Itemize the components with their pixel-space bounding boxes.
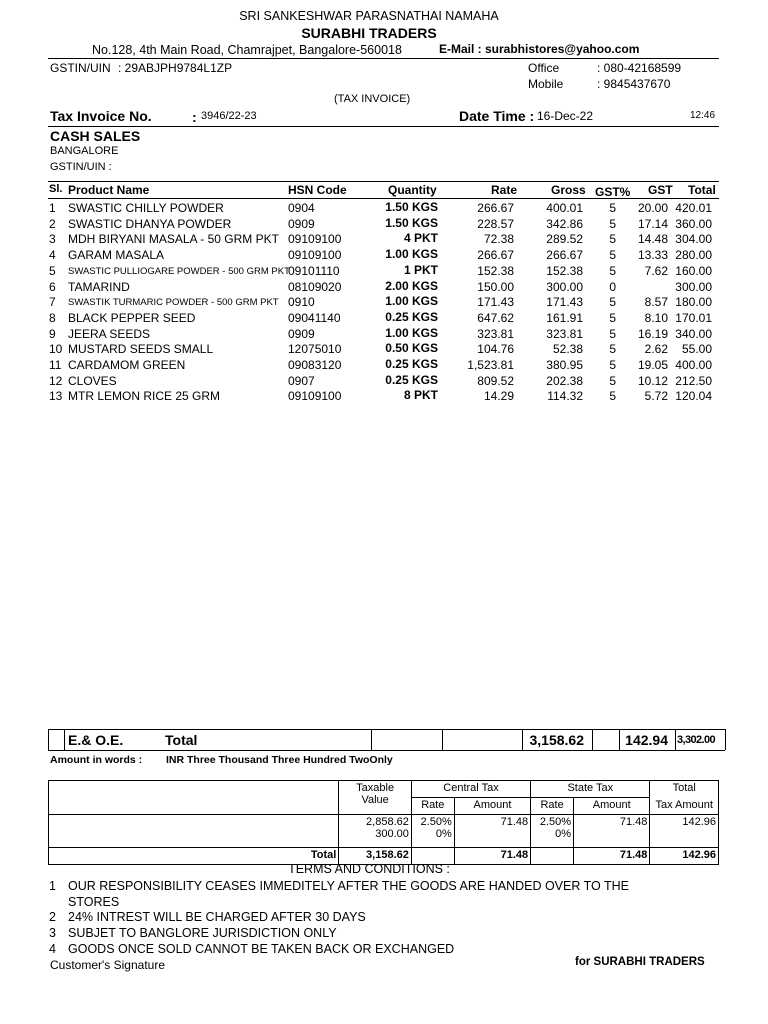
customer-name: CASH SALES [50, 128, 141, 144]
item-hsn: 0909 [288, 216, 315, 231]
item-total: 170.01 [675, 310, 712, 325]
taxable-value-2: 300.00 [375, 828, 409, 840]
gstin-value: : 29ABJPH9784L1ZP [118, 61, 233, 75]
item-gross: 152.38 [546, 263, 583, 278]
total-header: Total [650, 781, 719, 798]
item-rate: 809.52 [477, 373, 514, 388]
item-sl: 6 [49, 279, 56, 294]
item-name: SWASTIC DHANYA POWDER [68, 216, 232, 231]
item-gst-percent: 5 [609, 201, 616, 215]
item-rate: 72.38 [483, 232, 514, 247]
item-total: 180.00 [675, 295, 712, 310]
item-hsn: 09109100 [288, 389, 342, 404]
item-qty: 2.00 KGS [385, 278, 438, 293]
invoice-no: 3946/22-23 [201, 110, 257, 122]
item-hsn: 0904 [288, 201, 315, 215]
item-sl: 4 [49, 248, 56, 263]
item-gst: 17.14 [637, 216, 668, 231]
item-qty: 1 PKT [403, 262, 438, 277]
totals-divider [592, 729, 593, 750]
office-label: Office [528, 61, 560, 75]
item-sl: 9 [49, 326, 56, 341]
item-total: 304.00 [675, 232, 712, 247]
table-header [0, 183, 768, 199]
item-name: SWASTIK TURMARIC POWDER - 500 GRM PKT [68, 297, 279, 309]
item-rate: 1,523.81 [467, 358, 514, 372]
tax-total-value: 3,158.62 [339, 848, 412, 865]
tax-summary-table [48, 780, 719, 865]
item-name: MUSTARD SEEDS SMALL [68, 342, 214, 357]
item-hsn: 09109100 [288, 232, 342, 247]
terms-number: 4 [49, 941, 56, 956]
central-amount-header: Amount [454, 798, 530, 815]
item-hsn: 09109100 [288, 248, 342, 263]
item-qty: 0.25 KGS [385, 309, 438, 324]
item-total: 160.00 [675, 263, 712, 278]
totals-divider [64, 729, 65, 750]
table-row [0, 311, 768, 327]
tax-total-central: 71.48 [454, 848, 530, 865]
item-name: CARDAMOM GREEN [68, 358, 186, 372]
item-hsn: 0910 [288, 295, 315, 310]
table-row [0, 374, 768, 390]
item-sl: 8 [49, 310, 56, 325]
item-rate: 323.81 [477, 326, 514, 341]
terms-item: GOODS ONCE SOLD CANNOT BE TAKEN BACK OR EXCHANGED [68, 941, 455, 956]
item-gst-percent: 0 [609, 279, 616, 294]
terms-number: 1 [49, 879, 56, 893]
item-gross: 323.81 [546, 326, 583, 341]
item-gst: 13.33 [637, 248, 668, 263]
item-sl: 7 [49, 295, 56, 310]
central-rate-2: 0% [435, 828, 452, 840]
item-gst: 2.62 [644, 342, 668, 357]
table-row [0, 358, 768, 374]
item-gross: 400.01 [546, 201, 583, 215]
amount-words-label: Amount in words : [50, 754, 143, 766]
tax-row-blank [49, 815, 339, 848]
state-tax-header: State Tax [531, 781, 650, 798]
invoice-no-colon: : [192, 109, 197, 125]
total-gst: 142.94 [625, 732, 668, 748]
terms-item: SUBJET TO BANGLORE JURISDICTION ONLY [68, 926, 337, 941]
col-hsn: HSN Code [288, 183, 347, 197]
customer-city: BANGALORE [50, 145, 119, 157]
item-rate: 14.29 [483, 389, 514, 404]
tax-table-blank [49, 781, 339, 815]
central-amount: 71.48 [454, 815, 530, 848]
item-gst: 8.10 [644, 310, 668, 325]
item-rate: 152.38 [477, 263, 514, 278]
blessing-line: SRI SANKESHWAR PARASNATHAI NAMAHA [239, 9, 499, 23]
item-gst: 10.12 [637, 373, 668, 388]
customer-signature-label: Customer's Signature [50, 958, 166, 972]
central-rate-header: Rate [411, 798, 454, 815]
item-sl: 1 [49, 201, 56, 215]
eoe-label: E.& O.E. [68, 732, 124, 748]
header-divider [48, 58, 719, 59]
item-gst: 16.19 [637, 326, 668, 341]
invoice-divider [48, 126, 719, 127]
company-name: SURABHI TRADERS [301, 25, 437, 41]
terms-title: TERMS AND CONDITIONS : [288, 862, 450, 876]
item-rate: 228.57 [477, 216, 514, 231]
state-rates [531, 815, 574, 848]
taxable-values [339, 815, 412, 848]
item-total: 280.00 [675, 248, 712, 263]
item-hsn: 0907 [288, 373, 315, 388]
value-label: Value [361, 794, 389, 806]
tax-total-state: 71.48 [574, 848, 650, 865]
tax-amount: 142.96 [650, 815, 719, 848]
item-name: GARAM MASALA [68, 248, 165, 263]
item-gst: 7.62 [644, 263, 668, 278]
invoice-time: 12:46 [690, 110, 716, 121]
item-qty: 0.25 KGS [385, 372, 438, 387]
customer-gstin-label: GSTIN/UIN : [50, 161, 112, 173]
state-rate-header: Rate [531, 798, 574, 815]
invoice-date: 16-Dec-22 [537, 109, 594, 123]
totals-divider [48, 729, 49, 750]
item-gst-percent: 5 [609, 342, 616, 357]
table-row [0, 232, 768, 248]
invoice-no-label: Tax Invoice No. [50, 108, 152, 124]
item-gst-percent: 5 [609, 232, 616, 247]
gstin-label: GSTIN/UIN [50, 61, 111, 75]
table-header-border [48, 198, 719, 199]
item-gross: 202.38 [546, 373, 583, 388]
col-gst: GST [648, 183, 673, 197]
central-tax-header: Central Tax [411, 781, 530, 798]
item-gst-percent: 5 [609, 389, 616, 404]
item-rate: 266.67 [477, 201, 514, 215]
state-rate-2: 0% [555, 828, 572, 840]
totals-divider [675, 729, 676, 750]
date-time-label: Date Time : [459, 108, 535, 124]
item-gst: 20.00 [637, 201, 668, 215]
total-gross: 3,158.62 [529, 732, 584, 748]
item-qty: 4 PKT [403, 231, 438, 246]
state-rate-1: 2.50% [539, 816, 572, 828]
item-qty: 0.50 KGS [385, 341, 438, 356]
item-name: SWASTIC PULLIOGARE POWDER - 500 GRM PKT [68, 265, 290, 277]
item-hsn: 08109020 [288, 279, 342, 294]
item-qty: 1.50 KGS [385, 200, 438, 214]
item-gross: 266.67 [546, 248, 583, 263]
total-amount: 3,302.00 [677, 734, 716, 746]
tax-total-amount: 142.96 [650, 848, 719, 865]
table-row [0, 248, 768, 264]
col-gst-percent: GST% [595, 185, 631, 199]
mobile-phone: : 9845437670 [597, 77, 671, 91]
taxable-value-1: 2,858.62 [366, 816, 409, 828]
item-gst-percent: 5 [609, 326, 616, 341]
mobile-label: Mobile [528, 77, 564, 91]
col-qty: Quantity [388, 183, 437, 197]
item-total: 360.00 [675, 216, 712, 231]
item-gross: 52.38 [552, 342, 583, 357]
table-row [0, 389, 768, 405]
table-row [0, 217, 768, 233]
item-sl: 5 [49, 263, 56, 278]
item-name: BLACK PEPPER SEED [68, 310, 196, 325]
item-sl: 12 [49, 373, 63, 388]
item-gross: 171.43 [546, 295, 583, 310]
state-amount: 71.48 [574, 815, 650, 848]
item-sl: 2 [49, 216, 56, 231]
item-gst: 19.05 [637, 358, 668, 372]
amount-words: INR Three Thousand Three Hundred TwoOnly [166, 754, 393, 766]
item-rate: 171.43 [477, 295, 514, 310]
item-gst: 14.48 [637, 232, 668, 247]
item-gst-percent: 5 [609, 295, 616, 310]
item-sl: 11 [49, 358, 62, 372]
item-hsn: 09101110 [288, 263, 340, 278]
item-gross: 114.32 [547, 389, 583, 404]
item-gross: 342.86 [546, 216, 583, 231]
item-sl: 13 [49, 389, 63, 404]
terms-item: OUR RESPONSIBILITY CEASES IMMEDITELY AFTER THE GOODS ARE HANDED OVER TO THE [68, 879, 630, 893]
item-qty: 8 PKT [403, 388, 438, 403]
item-gst-percent: 5 [609, 263, 616, 278]
item-name: TAMARIND [68, 279, 130, 294]
table-row [0, 280, 768, 296]
col-rate: Rate [491, 183, 518, 197]
table-row [0, 295, 768, 311]
item-gross: 289.52 [546, 232, 583, 247]
col-sl: Sl. [49, 183, 63, 195]
totals-divider [725, 729, 726, 750]
table-row [0, 327, 768, 343]
item-total: 120.04 [675, 389, 712, 404]
item-qty: 1.00 KGS [385, 325, 438, 340]
tax-total-label: Total [49, 848, 339, 865]
item-gst: 8.57 [644, 295, 668, 310]
col-total: Total [688, 183, 716, 197]
totals-divider [371, 729, 372, 750]
col-gross: Gross [551, 183, 586, 197]
terms-item: STORES [68, 894, 120, 909]
item-total: 400.00 [675, 358, 712, 372]
item-gst-percent: 5 [609, 358, 616, 372]
item-name: JEERA SEEDS [68, 326, 151, 341]
item-gst-percent: 5 [609, 248, 616, 263]
item-gross: 161.91 [546, 310, 583, 325]
central-rates [411, 815, 454, 848]
table-row [0, 201, 768, 217]
item-gst-percent: 5 [609, 216, 616, 231]
total-label: Total [165, 732, 198, 748]
central-rate-1: 2.50% [420, 816, 452, 828]
state-amount-header: Amount [574, 798, 650, 815]
terms-number: 3 [49, 926, 56, 941]
invoice-type: (TAX INVOICE) [334, 93, 411, 105]
item-total: 420.01 [675, 201, 712, 215]
item-gst-percent: 5 [609, 373, 616, 388]
terms-number: 2 [49, 910, 56, 925]
item-name: MTR LEMON RICE 25 GRM [68, 389, 221, 404]
item-hsn: 12075010 [288, 342, 342, 357]
item-hsn: 0909 [288, 326, 315, 341]
item-rate: 266.67 [477, 248, 514, 263]
totals-bottom-border [48, 750, 725, 751]
item-rate: 647.62 [477, 310, 514, 325]
company-address: No.128, 4th Main Road, Chamrajpet, Bangalore-560018 [92, 43, 402, 57]
item-hsn: 09083120 [288, 358, 342, 372]
tax-taxable-header [339, 781, 412, 815]
taxable-label: Taxable [356, 782, 395, 794]
item-sl: 3 [49, 232, 56, 247]
item-rate: 104.76 [477, 342, 514, 357]
totals-divider [442, 729, 443, 750]
col-product: Product Name [68, 183, 150, 197]
item-qty: 0.25 KGS [385, 357, 438, 371]
item-total: 300.00 [675, 279, 712, 294]
table-row [0, 264, 768, 280]
item-gross: 300.00 [546, 279, 583, 294]
item-gross: 380.95 [546, 358, 583, 372]
item-gst-percent: 5 [609, 310, 616, 325]
item-total: 212.50 [675, 373, 712, 388]
item-sl: 10 [49, 342, 63, 357]
item-name: MDH BIRYANI MASALA - 50 GRM PKT [68, 232, 279, 247]
company-email: E-Mail : surabhistores@yahoo.com [439, 42, 640, 56]
totals-top-border [48, 729, 725, 730]
for-company-label: for SURABHI TRADERS [575, 956, 705, 968]
office-phone: : 080-42168599 [597, 61, 682, 75]
item-hsn: 09041140 [288, 310, 341, 325]
item-name: SWASTIC CHILLY POWDER [68, 201, 224, 215]
item-qty: 1.00 KGS [385, 294, 438, 309]
table-row [0, 342, 768, 358]
item-qty: 1.00 KGS [385, 247, 438, 262]
tax-amount-header: Tax Amount [650, 798, 719, 815]
item-gst: 5.72 [644, 389, 668, 404]
item-total: 340.00 [675, 326, 712, 341]
item-name: CLOVES [68, 373, 117, 388]
item-rate: 150.00 [477, 279, 514, 294]
table-top-border [48, 181, 719, 182]
terms-item: 24% INTREST WILL BE CHARGED AFTER 30 DAYS [68, 910, 366, 925]
item-qty: 1.50 KGS [385, 215, 438, 230]
item-total: 55.00 [681, 342, 712, 357]
